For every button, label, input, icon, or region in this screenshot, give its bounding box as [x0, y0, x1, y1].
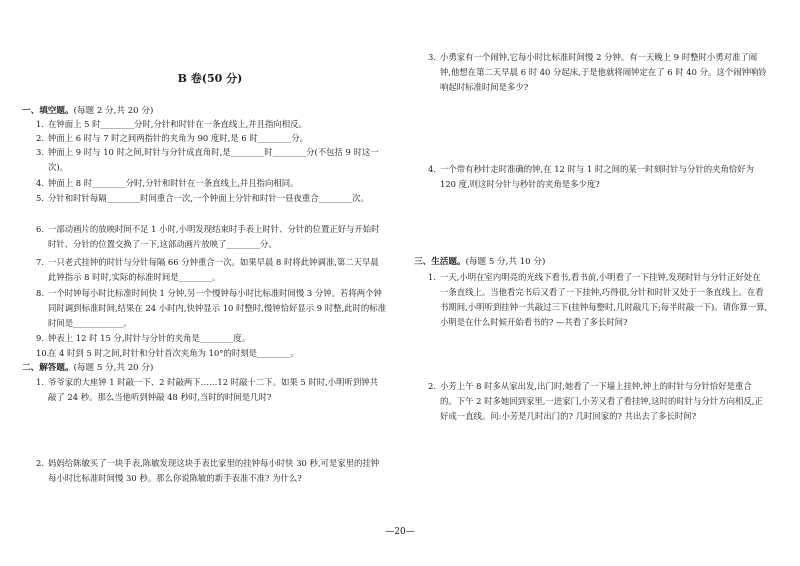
question-number: 5.: [36, 193, 44, 203]
question-number: 2.: [36, 458, 44, 468]
section-label: 一、填空题。: [22, 106, 74, 116]
question-text: 一个带有秒针走时准确的钟,在 12 时与 1 时之间的某一时刻时针与分针的夹角恰好为 120 度,则这时分针与秒针的夹角是多少度?: [440, 164, 755, 189]
question-text: 在 4 时到 5 时之间,时针和分针首次夹角为 10°的时刻是________。: [48, 348, 299, 358]
section-label: 二、解答题。: [22, 363, 74, 373]
question-item: [36, 145, 386, 175]
question-item: [428, 50, 768, 95]
question-text: 钟面上 6 时与 7 时之间两指针的夹角为 90 度时,是 6 时________分。: [48, 133, 308, 143]
question-text: 钟面上 9 时与 10 时之间,时针与分针成直角时,是________时________分(不包括 9 时这一次)。: [48, 147, 379, 172]
section-heading-life: [414, 255, 545, 267]
question-text: 一个时钟每小时比标准时间快 1 分钟,另一个慢钟每小时比标准时间慢 3 分钟。若将两个钟同时调到标准时间,结果在 24 小时内,快钟显示 10 时整时,慢钟恰好显示 9 时整,此时的标准时间是____________。: [48, 288, 387, 328]
page-title: B 卷(50 分): [177, 72, 243, 85]
question-text: 小勇家有一个闹钟,它每小时比标准时间慢 2 分钟。有一天晚上 9 时整时小勇对准了闹钟,他想在第二天早晨 6 时 40 分起床,于是他就将闹钟定在了 6 时 40 分。这个闹钟响铃响起时标准时间是多少?: [440, 52, 767, 92]
question-number: 10.: [36, 348, 50, 358]
question-item: [36, 191, 386, 206]
question-text: 妈妈给陈敏买了一块手表,陈敏发现这块手表比家里的挂钟每小时快 30 秒,可是家里的挂钟每小时比标准时间慢 30 秒。那么你说陈敏的新手表准不准? 为什么?: [48, 458, 380, 483]
question-number: 2.: [36, 133, 44, 143]
question-number: 3.: [428, 52, 436, 62]
question-text: 一天,小明在室内明亮的光线下看书,看书前,小明看了一下挂钟,发现时针与分针正好处在一条直线上。当他看完书后又看了一下挂钟,巧得很,分针和时针又处于一条直线上。在看书期间,小明听到挂钟一共敲过三下(挂钟每整时,几时敲几下;每半时敲一下)。请你算一算,小明是在什么时候开始看书的? —共看了多长时间?: [440, 272, 768, 327]
section-note: (每题 5 分,共 10 分): [465, 257, 546, 267]
question-number: 4.: [36, 178, 44, 188]
question-text: 小芳上午 8 时多从家出发,出门时,她看了一下墙上挂钟,钟上的时针与分针恰好是重合的。下午 2 时多她回到家里,一进家门,小芳又看了看挂钟,这时的时针与分针方向相反,正好成一直线。问:小芳是几时出门的? 几时回家的? 共出去了多长时间?: [440, 381, 763, 421]
question-text: 爷爷家的大座钟 1 时敲一下、2 时敲两下……12 时敲十二下。如果 5 时时,小明听到钟共敲了 24 秒。那么当他听到钟敲 48 秒时,当时的时间是几时?: [48, 377, 379, 402]
question-item: [36, 375, 386, 405]
section-note: (每题 5 分,共 20 分): [73, 363, 154, 373]
question-item: [36, 331, 386, 346]
question-item: [36, 346, 386, 361]
question-text: 钟面上 8 时________分时,分针和时针在一条直线上,并且指向相同。: [48, 178, 299, 188]
section-label: 三、生活题。: [414, 257, 466, 267]
question-item: [36, 222, 386, 252]
question-item: [428, 379, 768, 424]
question-item: [428, 270, 768, 330]
section-note: (每题 2 分,共 20 分): [73, 106, 154, 116]
question-number: 6.: [36, 224, 44, 234]
question-item: [36, 117, 386, 132]
question-item: [36, 456, 386, 486]
question-number: 3.: [36, 147, 44, 157]
question-number: 2.: [428, 381, 436, 391]
question-text: 在钟面上 5 时________分时,分针和时针在一条直线上,并且指向相反。: [48, 119, 307, 129]
question-item: [36, 131, 386, 146]
question-text: 分针和时针每隔________时间重合一次,一个钟面上分针和时针一昼夜重合________次。: [48, 193, 369, 203]
question-number: 8.: [36, 288, 44, 298]
question-item: [428, 162, 768, 192]
page-number: —20—: [385, 527, 415, 537]
question-text: 一只老式挂钟的时针与分针每隔 66 分钟重合一次。如果早晨 8 时将此钟调准,第二天早晨此钟指示 8 时时,实际的标准时间是________。: [48, 257, 379, 282]
question-number: 4.: [428, 164, 436, 174]
question-number: 1.: [36, 119, 44, 129]
question-number: 7.: [36, 257, 44, 267]
question-item: [36, 255, 386, 285]
question-number: 1.: [36, 377, 44, 387]
section-heading-solve: [22, 361, 153, 373]
question-number: 1.: [428, 272, 436, 282]
question-number: 9.: [36, 333, 44, 343]
question-text: 一部动画片的放映时间不足 1 小时,小明发现结束时手表上时针、分针的位置正好与开始时时针、分针的位置交换了一下,这部动画片放映了________分。: [48, 224, 380, 249]
question-text: 钟表上 12 时 15 分,时针与分针的夹角是________度。: [48, 333, 251, 343]
section-heading-fill: [22, 104, 153, 116]
question-item: [36, 286, 386, 331]
question-item: [36, 176, 386, 191]
